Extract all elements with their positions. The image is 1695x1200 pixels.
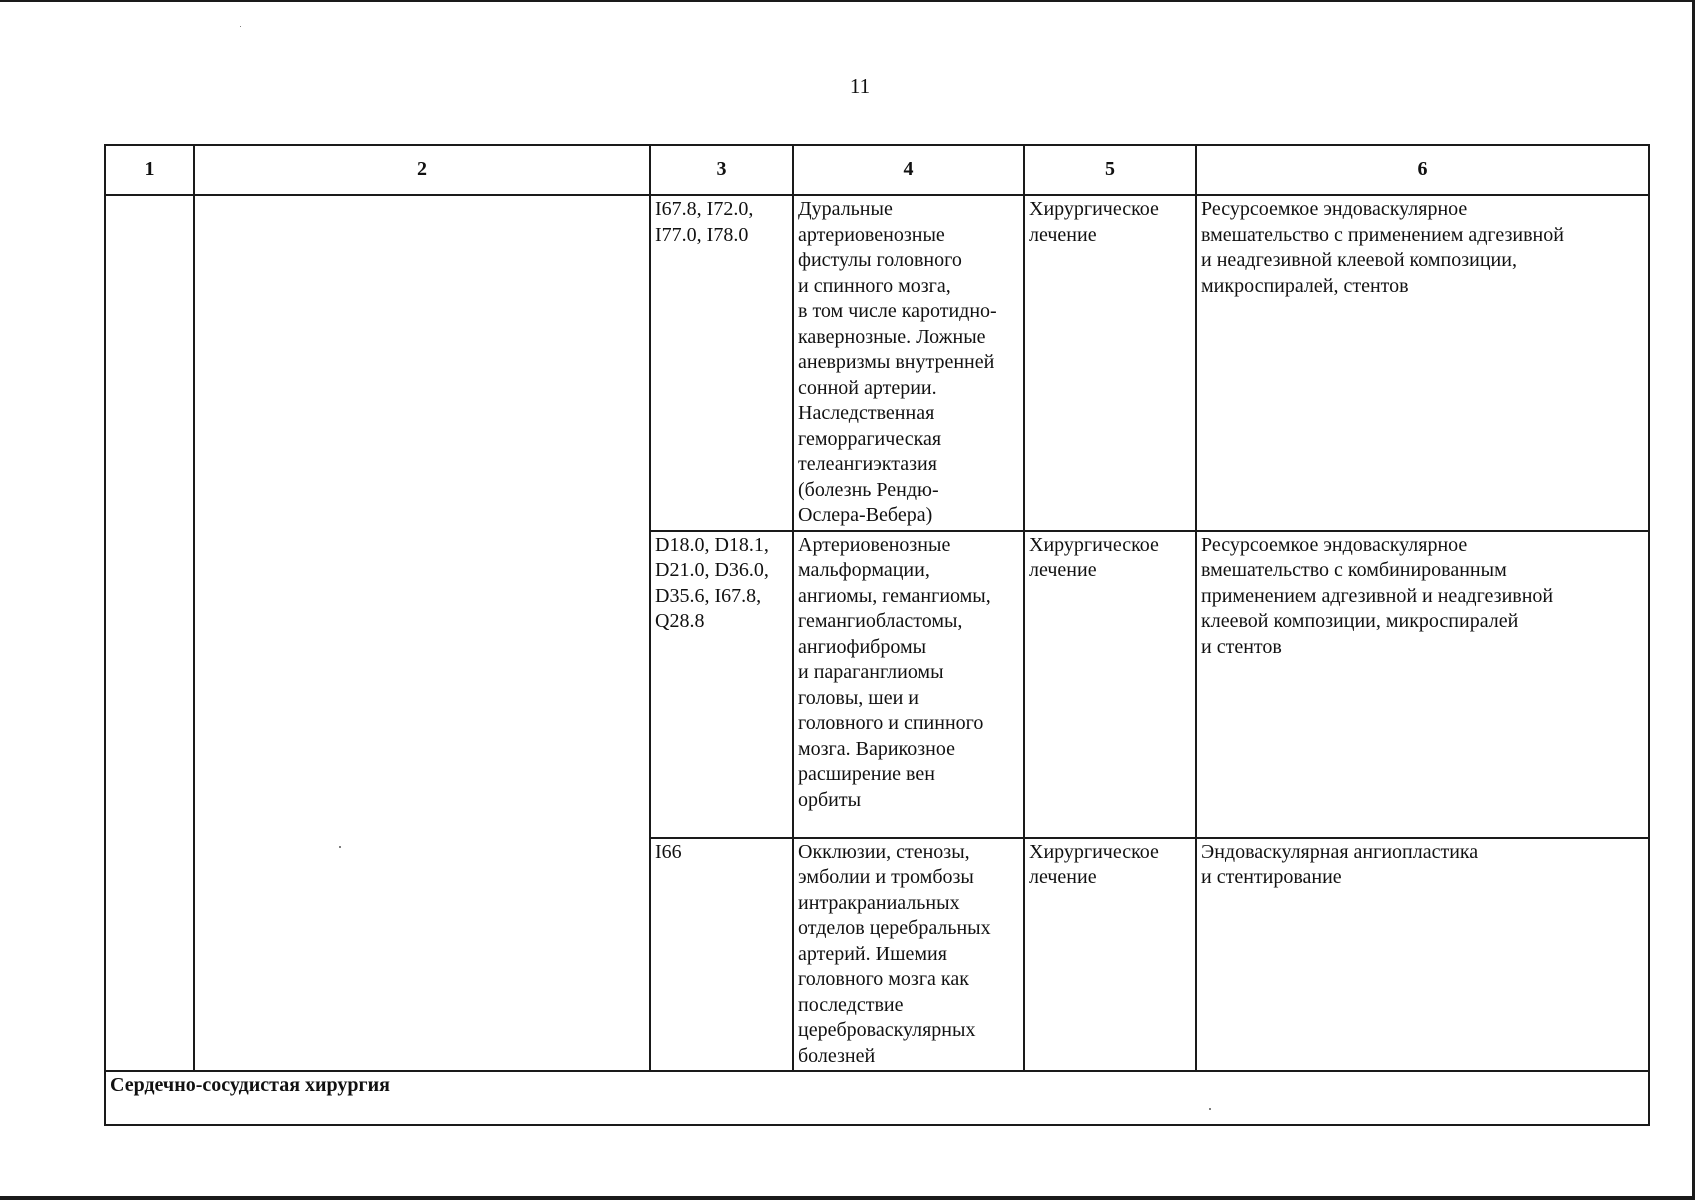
treatment-method-cell: Эндоваскулярная ангиопластика и стентирование — [1196, 838, 1649, 1072]
treatment-type-cell: Хирургическое лечение — [1024, 195, 1196, 531]
table-header-row — [105, 145, 1649, 195]
scan-speck — [339, 846, 341, 848]
icd-codes-cell: D18.0, D18.1, D21.0, D36.0, D35.6, I67.8, Q28.8 — [650, 531, 793, 838]
column-header: 5 — [1024, 145, 1196, 195]
icd-codes-cell: I67.8, I72.0, I77.0, I78.0 — [650, 195, 793, 531]
column-header: 2 — [194, 145, 650, 195]
scan-edge-top — [0, 0, 1695, 2]
column-header: 1 — [105, 145, 194, 195]
section-title: Сердечно-сосудистая хирургия — [105, 1071, 1649, 1125]
column-header: 4 — [793, 145, 1024, 195]
column-header: 3 — [650, 145, 793, 195]
column-header: 6 — [1196, 145, 1649, 195]
treatment-type-cell: Хирургическое лечение — [1024, 838, 1196, 1072]
section-row — [105, 1071, 1649, 1125]
disease-cell: Артериовенозные мальформации, ангиомы, гемангиомы, гемангиобластомы, ангиофибромы и параганглиомы головы, шеи и головного и спинного мозга. Варикозное расширение вен орбиты — [793, 531, 1024, 838]
col2-empty-cell — [194, 195, 650, 1071]
procedures-table — [104, 144, 1650, 1126]
table-row — [105, 195, 1649, 531]
icd-codes-cell: I66 — [650, 838, 793, 1072]
disease-cell: Окклюзии, стенозы, эмболии и тромбозы интракраниальных отделов церебральных артерий. Ишемия головного мозга как последствие цереброваскулярных болезней — [793, 838, 1024, 1072]
col1-empty-cell — [105, 195, 194, 1071]
treatment-type-cell: Хирургическое лечение — [1024, 531, 1196, 838]
disease-cell: Дуральные артериовенозные фистулы головного и спинного мозга, в том числе каротидно- кавернозные. Ложные аневризмы внутренней сонной артерии. Наследственная геморрагическая телеангиэктазия (болезнь Рендю- Ослера-Вебера) — [793, 195, 1024, 531]
scan-speck — [1209, 1108, 1211, 1110]
treatment-method-cell: Ресурсоемкое эндоваскулярное вмешательство с применением адгезивной и неадгезивной клеевой композиции, микроспиралей, стентов — [1196, 195, 1649, 531]
scan-speck — [240, 26, 241, 27]
page-number: 11 — [849, 74, 871, 98]
treatment-method-cell: Ресурсоемкое эндоваскулярное вмешательство с комбинированным применением адгезивной и неадгезивной клеевой композиции, микроспиралей и стентов — [1196, 531, 1649, 838]
scan-edge-bottom — [0, 1196, 1695, 1200]
